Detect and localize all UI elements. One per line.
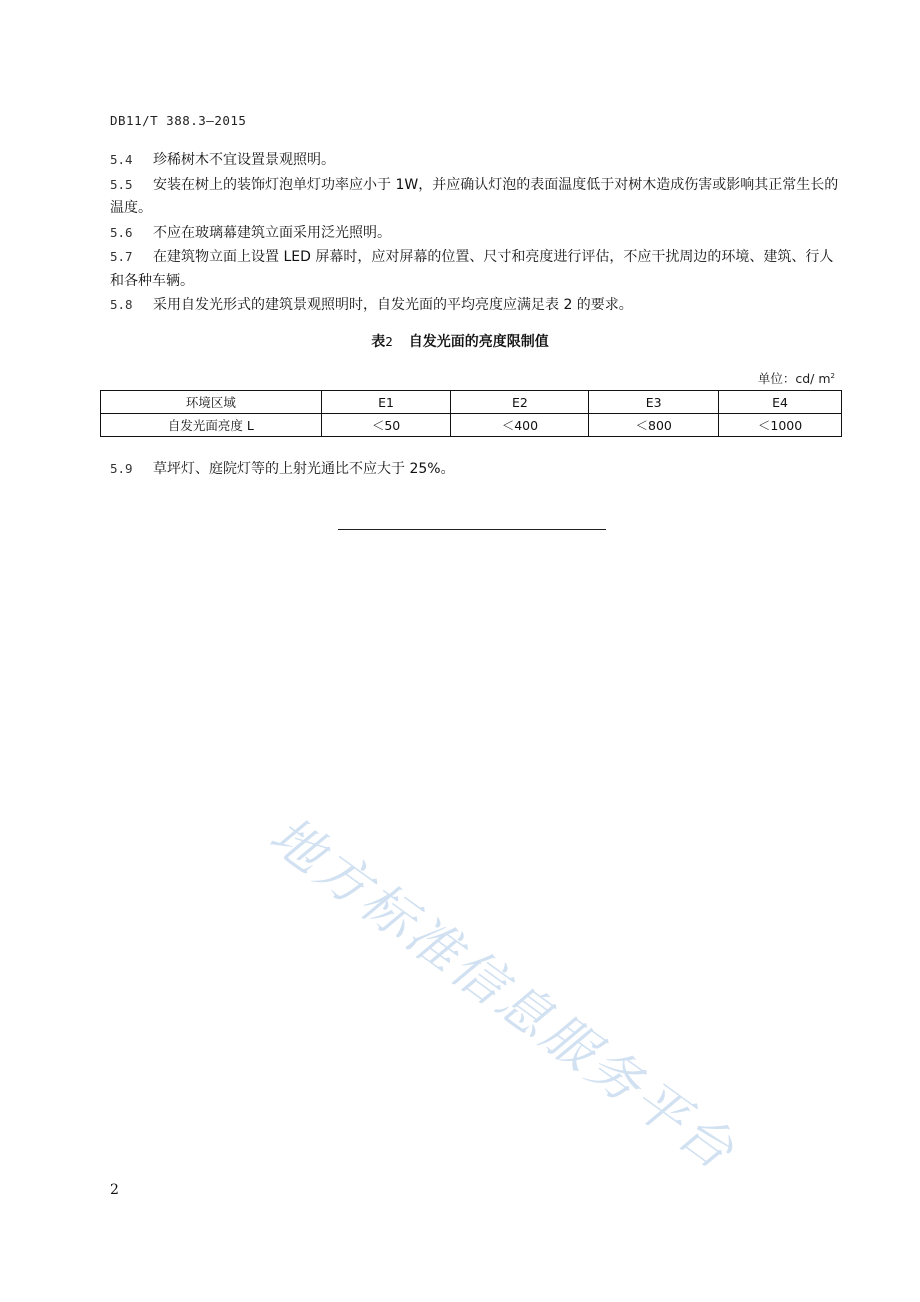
clause-text: 草坪灯、庭院灯等的上射光通比不应大于 25%。 [153,461,455,477]
table-title: 自发光面的亮度限制值 [408,334,549,350]
clause-5-9 [110,457,455,482]
table-unit [758,369,835,387]
clauses-block [110,148,844,318]
table-cell: 自发光面亮度 L [101,414,322,437]
end-of-document-rule [338,529,606,530]
table-header-row [101,391,842,414]
watermark: 地方标准信息服务平台 [258,805,747,1184]
unit-superscript: 2 [830,371,835,380]
clause-number: 5.6 [110,224,133,240]
clause-5-8 [110,293,844,318]
table-row [101,414,842,437]
clause-5-4 [110,148,844,173]
table-label: 表 [371,334,386,350]
clause-5-7 [110,245,844,293]
table-cell: E1 [321,391,451,414]
clause-5-5 [110,173,844,221]
clause-text: 珍稀树木不宜设置景观照明。 [153,152,335,168]
table-cell: E4 [719,391,842,414]
table-cell: ＜1000 [719,414,842,437]
clause-number: 5.9 [110,461,133,476]
clause-text: 安装在树上的装饰灯泡单灯功率应小于 1W，并应确认灯泡的表面温度低于对树木造成伤害或影响其正常生长的温度。 [110,176,839,216]
clause-number: 5.5 [110,176,133,192]
clause-text: 在建筑物立面上设置 LED 屏幕时，应对屏幕的位置、尺寸和亮度进行评估，不应干扰周边的环境、建筑、行人和各种车辆。 [110,249,834,289]
clause-number: 5.4 [110,152,133,167]
clause-number: 5.8 [110,297,133,312]
page-number: 2 [110,1182,119,1198]
unit-text: 单位：cd/ m [757,371,831,386]
table-cell: ＜800 [589,414,719,437]
clause-text: 采用自发光形式的建筑景观照明时，自发光面的平均亮度应满足表 2 的要求。 [153,297,633,313]
table-caption [0,331,920,351]
table-cell: 环境区域 [101,391,322,414]
clause-number: 5.7 [110,249,133,264]
table-number: 2 [385,334,393,349]
standard-code: DB11/T 388.3—2015 [110,113,247,128]
table-cell: ＜400 [451,414,589,437]
table-cell: ＜50 [321,414,451,437]
table-cell: E2 [451,391,589,414]
clause-5-6 [110,221,844,246]
luminance-limit-table [100,390,842,437]
clause-text: 不应在玻璃幕建筑立面采用泛光照明。 [153,224,391,241]
table-cell: E3 [589,391,719,414]
